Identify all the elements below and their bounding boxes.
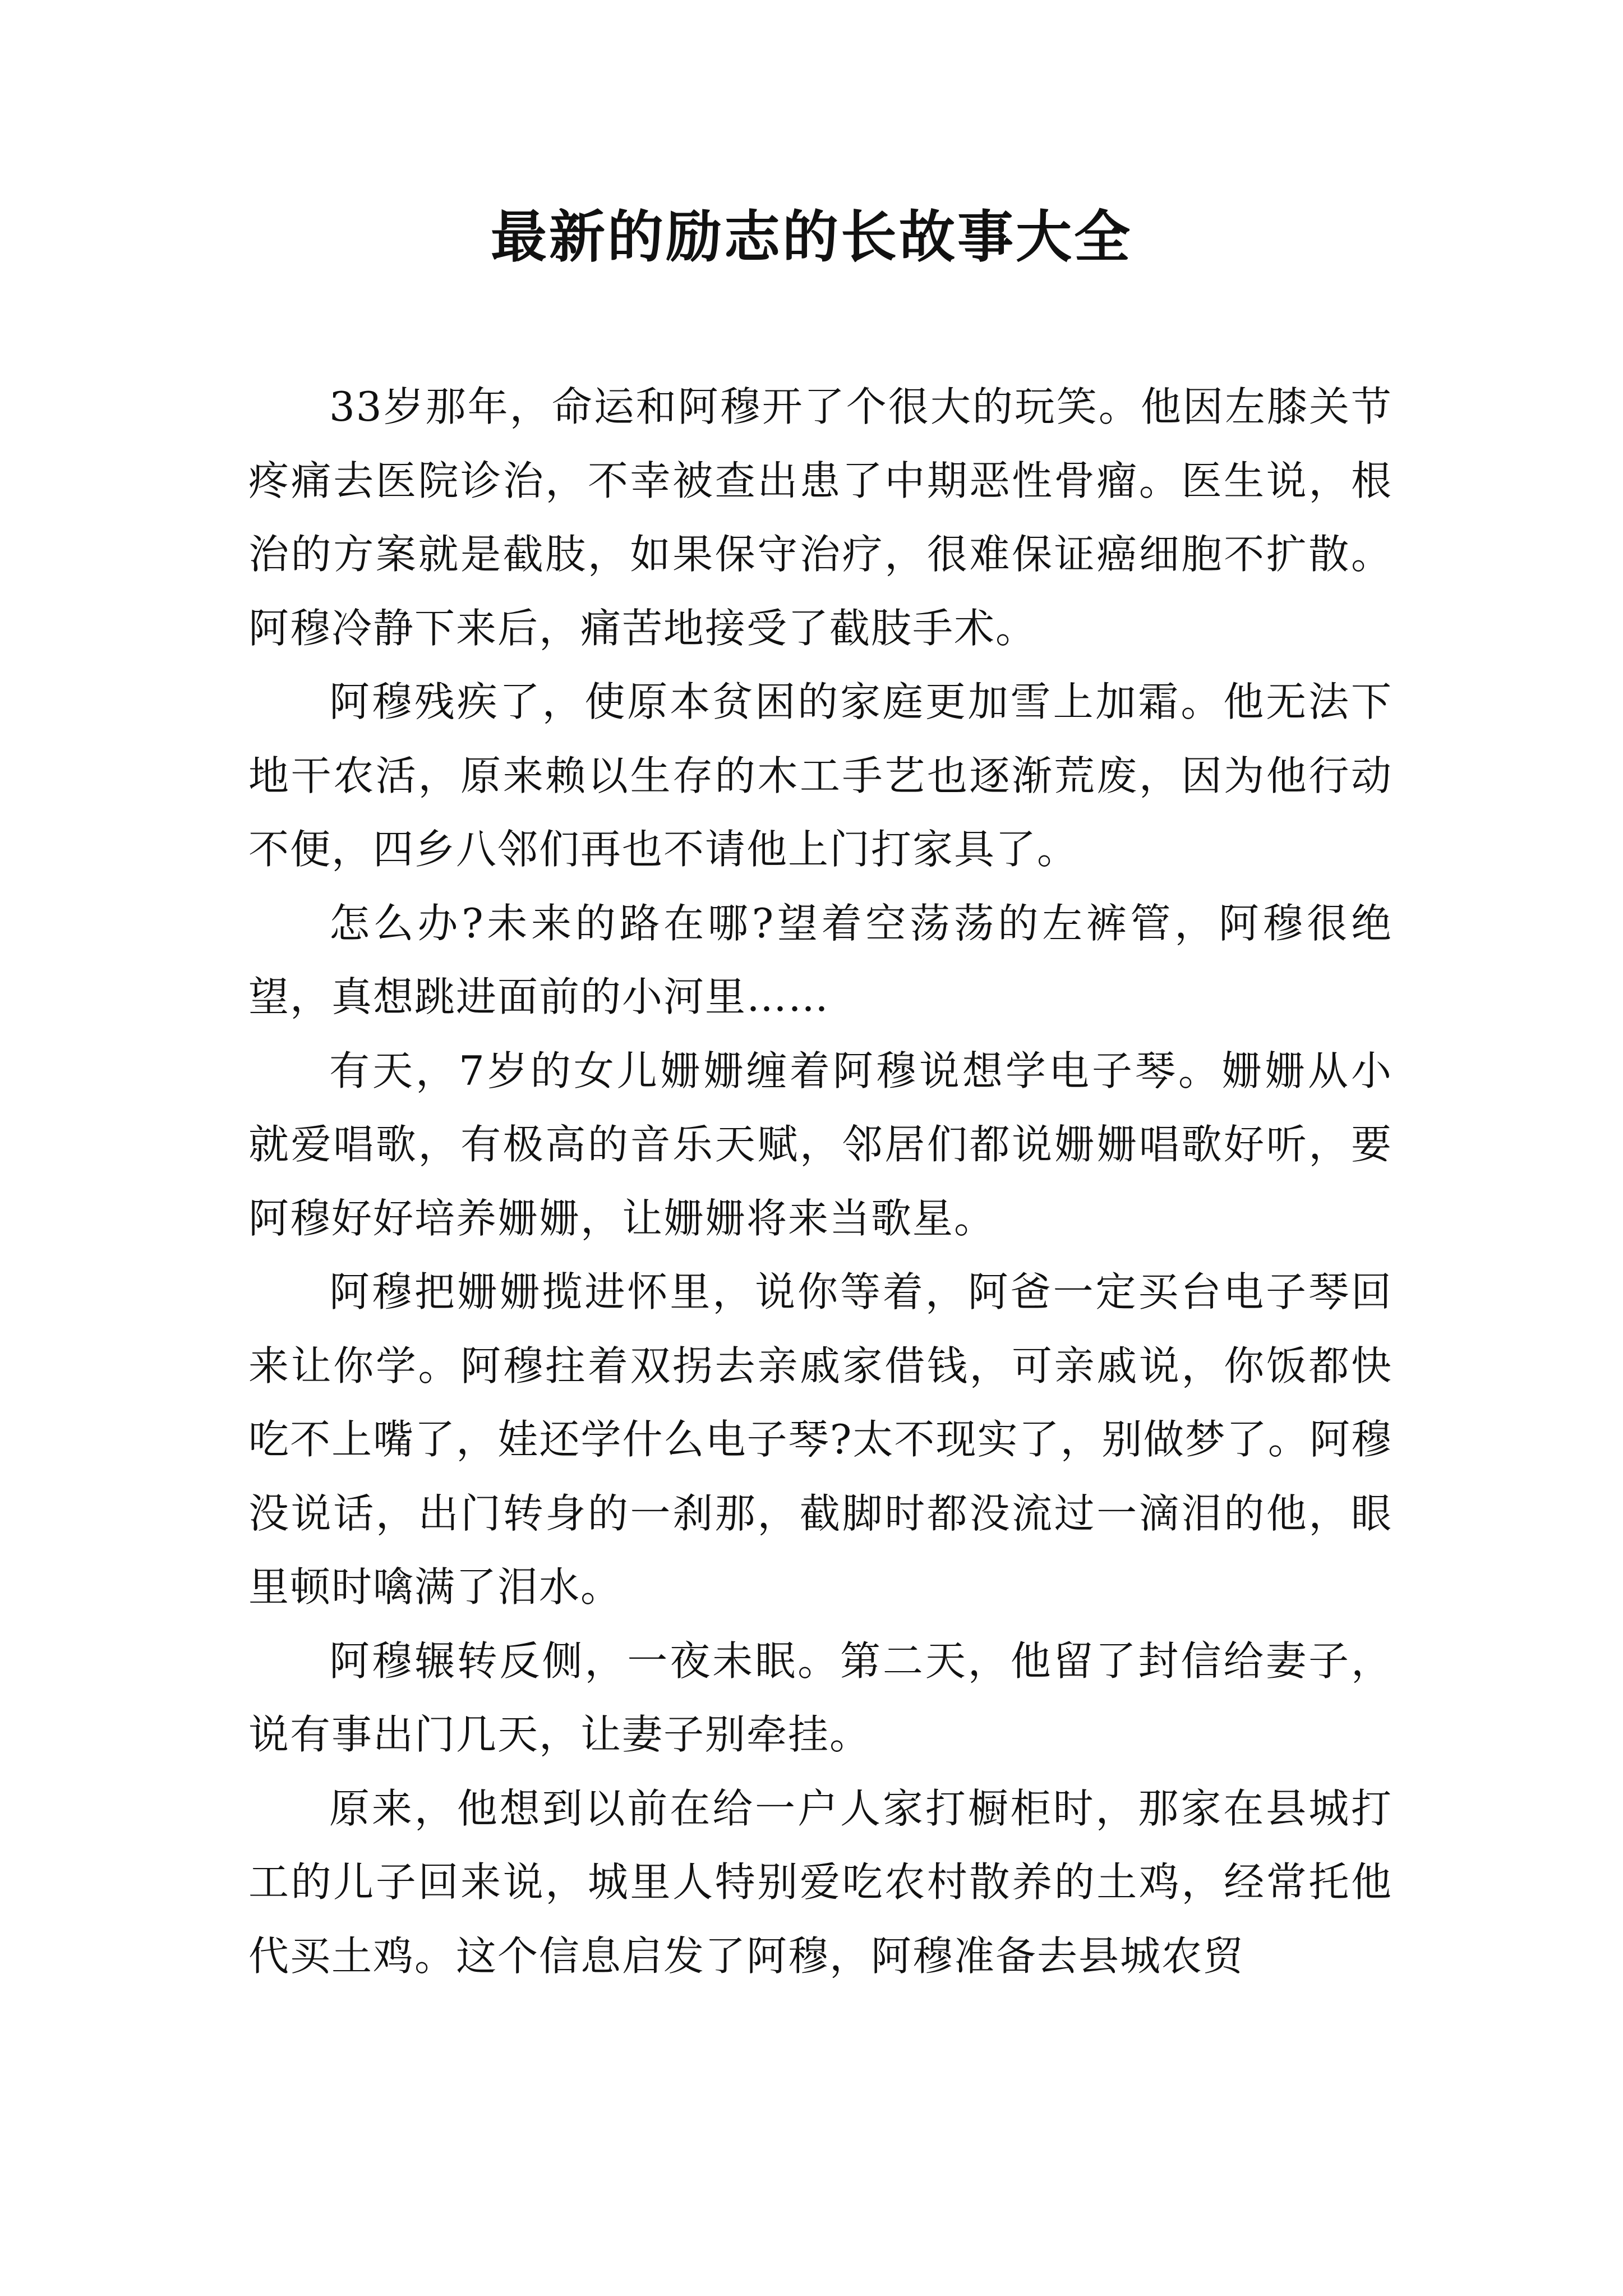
document-title: 最新的励志的长故事大全: [491, 204, 1132, 270]
paragraph: 阿穆残疾了，使原本贫困的家庭更加雪上加霜。他无法下地干农活，原来赖以生存的木工手艺也逐渐荒废，因为他行动不便，四乡八邻们再也不请他上门打家具了。: [248, 678, 1393, 873]
paragraph: 有天，7岁的女儿姗姗缠着阿穆说想学电子琴。姗姗从小就爱唱歌，有极高的音乐天赋，邻居们都说姗姗唱歌好听，要阿穆好好培养姗姗，让姗姗将来当歌星。: [248, 1047, 1393, 1242]
paragraph: 阿穆把姗姗揽进怀里，说你等着，阿爸一定买台电子琴回来让你学。阿穆拄着双拐去亲戚家借钱，可亲戚说，你饭都快吃不上嘴了，娃还学什么电子琴?太不现实了，别做梦了。阿穆没说话，出门转身的一刹那，截脚时都没流过一滴泪的他，眼里顿时噙满了泪水。: [248, 1268, 1393, 1611]
paragraph: 33岁那年，命运和阿穆开了个很大的玩笑。他因左膝关节疼痛去医院诊治，不幸被查出患了中期恶性骨瘤。医生说，根治的方案就是截肢，如果保守治疗，很难保证癌细胞不扩散。阿穆冷静下来后，痛苦地接受了截肢手术。: [248, 383, 1393, 652]
paragraph: 阿穆辗转反侧，一夜未眠。第二天，他留了封信给妻子，说有事出门几天，让妻子别牵挂。: [248, 1637, 1393, 1758]
document-body: [248, 370, 1393, 1993]
paragraph: 怎么办?未来的路在哪?望着空荡荡的左裤管，阿穆很绝望，真想跳进面前的小河里……: [248, 899, 1393, 1020]
paragraph: 原来，他想到以前在给一户人家打橱柜时，那家在县城打工的儿子回来说，城里人特别爱吃农村散养的土鸡，经常托他代买土鸡。这个信息启发了阿穆，阿穆准备去县城农贸: [248, 1784, 1393, 1980]
